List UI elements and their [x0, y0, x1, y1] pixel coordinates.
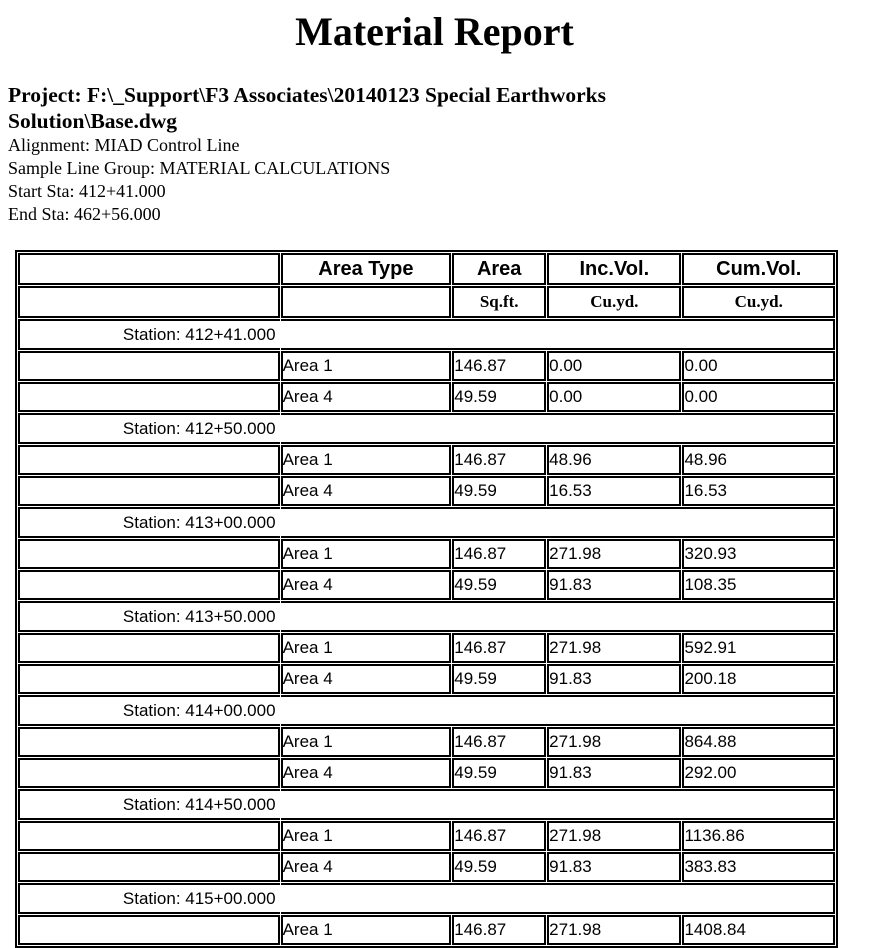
row-blank-cell	[18, 758, 280, 788]
area-cell: 49.59	[452, 382, 546, 412]
units-cum-vol: Cu.yd.	[682, 286, 835, 318]
units-row	[18, 286, 835, 318]
cum-vol-cell: 0.00	[682, 351, 835, 381]
table-row	[18, 633, 835, 663]
table-row	[18, 351, 835, 381]
station-label: Station: 413+50.000	[18, 601, 280, 632]
station-row-filler	[281, 413, 835, 444]
row-blank-cell	[18, 633, 280, 663]
area-type-cell: Area 1	[281, 351, 452, 381]
area-cell: 146.87	[452, 351, 546, 381]
area-type-cell: Area 1	[281, 915, 452, 945]
inc-vol-cell: 0.00	[547, 382, 681, 412]
inc-vol-cell: 91.83	[547, 570, 681, 600]
station-label: Station: 412+50.000	[18, 413, 280, 444]
table-row	[18, 539, 835, 569]
station-row-filler	[281, 601, 835, 632]
area-cell: 49.59	[452, 570, 546, 600]
station-row-filler	[281, 507, 835, 538]
table-row	[18, 852, 835, 882]
table-row	[18, 915, 835, 945]
table-row	[18, 570, 835, 600]
header-row	[18, 253, 835, 285]
area-type-cell: Area 4	[281, 852, 452, 882]
area-cell: 146.87	[452, 821, 546, 851]
cum-vol-cell: 320.93	[682, 539, 835, 569]
area-type-cell: Area 4	[281, 664, 452, 694]
station-row-filler	[281, 883, 835, 914]
table-row	[18, 382, 835, 412]
station-row-filler	[281, 319, 835, 350]
inc-vol-cell: 91.83	[547, 758, 681, 788]
units-area: Sq.ft.	[452, 286, 546, 318]
station-row	[18, 413, 835, 444]
station-row-filler	[281, 789, 835, 820]
station-row	[18, 319, 835, 350]
row-blank-cell	[18, 727, 280, 757]
row-blank-cell	[18, 821, 280, 851]
start-station: Start Sta: 412+41.000	[8, 181, 166, 201]
cum-vol-cell: 0.00	[682, 382, 835, 412]
inc-vol-cell: 271.98	[547, 821, 681, 851]
area-type-cell: Area 4	[281, 382, 452, 412]
area-cell: 49.59	[452, 758, 546, 788]
inc-vol-cell: 271.98	[547, 633, 681, 663]
station-row	[18, 883, 835, 914]
area-type-cell: Area 1	[281, 821, 452, 851]
cum-vol-cell: 108.35	[682, 570, 835, 600]
cum-vol-cell: 1408.84	[682, 915, 835, 945]
cum-vol-cell: 16.53	[682, 476, 835, 506]
header-cum-vol: Cum.Vol.	[682, 253, 835, 285]
cum-vol-cell: 200.18	[682, 664, 835, 694]
table-row	[18, 758, 835, 788]
area-cell: 146.87	[452, 539, 546, 569]
row-blank-cell	[18, 664, 280, 694]
report-title: Material Report	[295, 9, 574, 54]
area-cell: 49.59	[452, 664, 546, 694]
cum-vol-cell: 1136.86	[682, 821, 835, 851]
cum-vol-cell: 864.88	[682, 727, 835, 757]
area-type-cell: Area 1	[281, 539, 452, 569]
row-blank-cell	[18, 445, 280, 475]
row-blank-cell	[18, 570, 280, 600]
inc-vol-cell: 0.00	[547, 351, 681, 381]
row-blank-cell	[18, 915, 280, 945]
cum-vol-cell: 292.00	[682, 758, 835, 788]
table-row	[18, 664, 835, 694]
cum-vol-cell: 383.83	[682, 852, 835, 882]
inc-vol-cell: 16.53	[547, 476, 681, 506]
row-blank-cell	[18, 852, 280, 882]
area-type-cell: Area 4	[281, 570, 452, 600]
area-cell: 146.87	[452, 727, 546, 757]
units-inc-vol: Cu.yd.	[547, 286, 681, 318]
cum-vol-cell: 48.96	[682, 445, 835, 475]
area-type-cell: Area 1	[281, 727, 452, 757]
table-row	[18, 821, 835, 851]
station-label: Station: 413+00.000	[18, 507, 280, 538]
area-type-cell: Area 4	[281, 758, 452, 788]
area-cell: 146.87	[452, 445, 546, 475]
area-cell: 146.87	[452, 633, 546, 663]
table-row	[18, 476, 835, 506]
header-blank-cell	[18, 253, 280, 285]
table-row	[18, 445, 835, 475]
project-path: Project: F:\_Support\F3 Associates\20140123 Special Earthworks Solution\Base.dwg	[8, 83, 606, 133]
station-row	[18, 695, 835, 726]
units-blank-cell	[18, 286, 280, 318]
end-station: End Sta: 462+56.000	[8, 204, 161, 224]
units-blank-cell	[281, 286, 452, 318]
inc-vol-cell: 271.98	[547, 539, 681, 569]
station-label: Station: 412+41.000	[18, 319, 280, 350]
area-type-cell: Area 1	[281, 633, 452, 663]
inc-vol-cell: 48.96	[547, 445, 681, 475]
station-row	[18, 507, 835, 538]
sample-line-group: Sample Line Group: MATERIAL CALCULATIONS	[8, 158, 391, 178]
station-row-filler	[281, 695, 835, 726]
area-cell: 49.59	[452, 852, 546, 882]
inc-vol-cell: 91.83	[547, 664, 681, 694]
alignment-line: Alignment: MIAD Control Line	[8, 135, 240, 155]
cum-vol-cell: 592.91	[682, 633, 835, 663]
material-table	[15, 250, 838, 948]
station-label: Station: 414+00.000	[18, 695, 280, 726]
inc-vol-cell: 271.98	[547, 727, 681, 757]
inc-vol-cell: 271.98	[547, 915, 681, 945]
station-label: Station: 415+00.000	[18, 883, 280, 914]
inc-vol-cell: 91.83	[547, 852, 681, 882]
row-blank-cell	[18, 382, 280, 412]
area-cell: 49.59	[452, 476, 546, 506]
row-blank-cell	[18, 351, 280, 381]
area-type-cell: Area 1	[281, 445, 452, 475]
station-row	[18, 601, 835, 632]
header-area: Area	[452, 253, 546, 285]
table-row	[18, 727, 835, 757]
header-area-type: Area Type	[281, 253, 452, 285]
station-label: Station: 414+50.000	[18, 789, 280, 820]
row-blank-cell	[18, 539, 280, 569]
row-blank-cell	[18, 476, 280, 506]
area-type-cell: Area 4	[281, 476, 452, 506]
station-row	[18, 789, 835, 820]
header-inc-vol: Inc.Vol.	[547, 253, 681, 285]
area-cell: 146.87	[452, 915, 546, 945]
